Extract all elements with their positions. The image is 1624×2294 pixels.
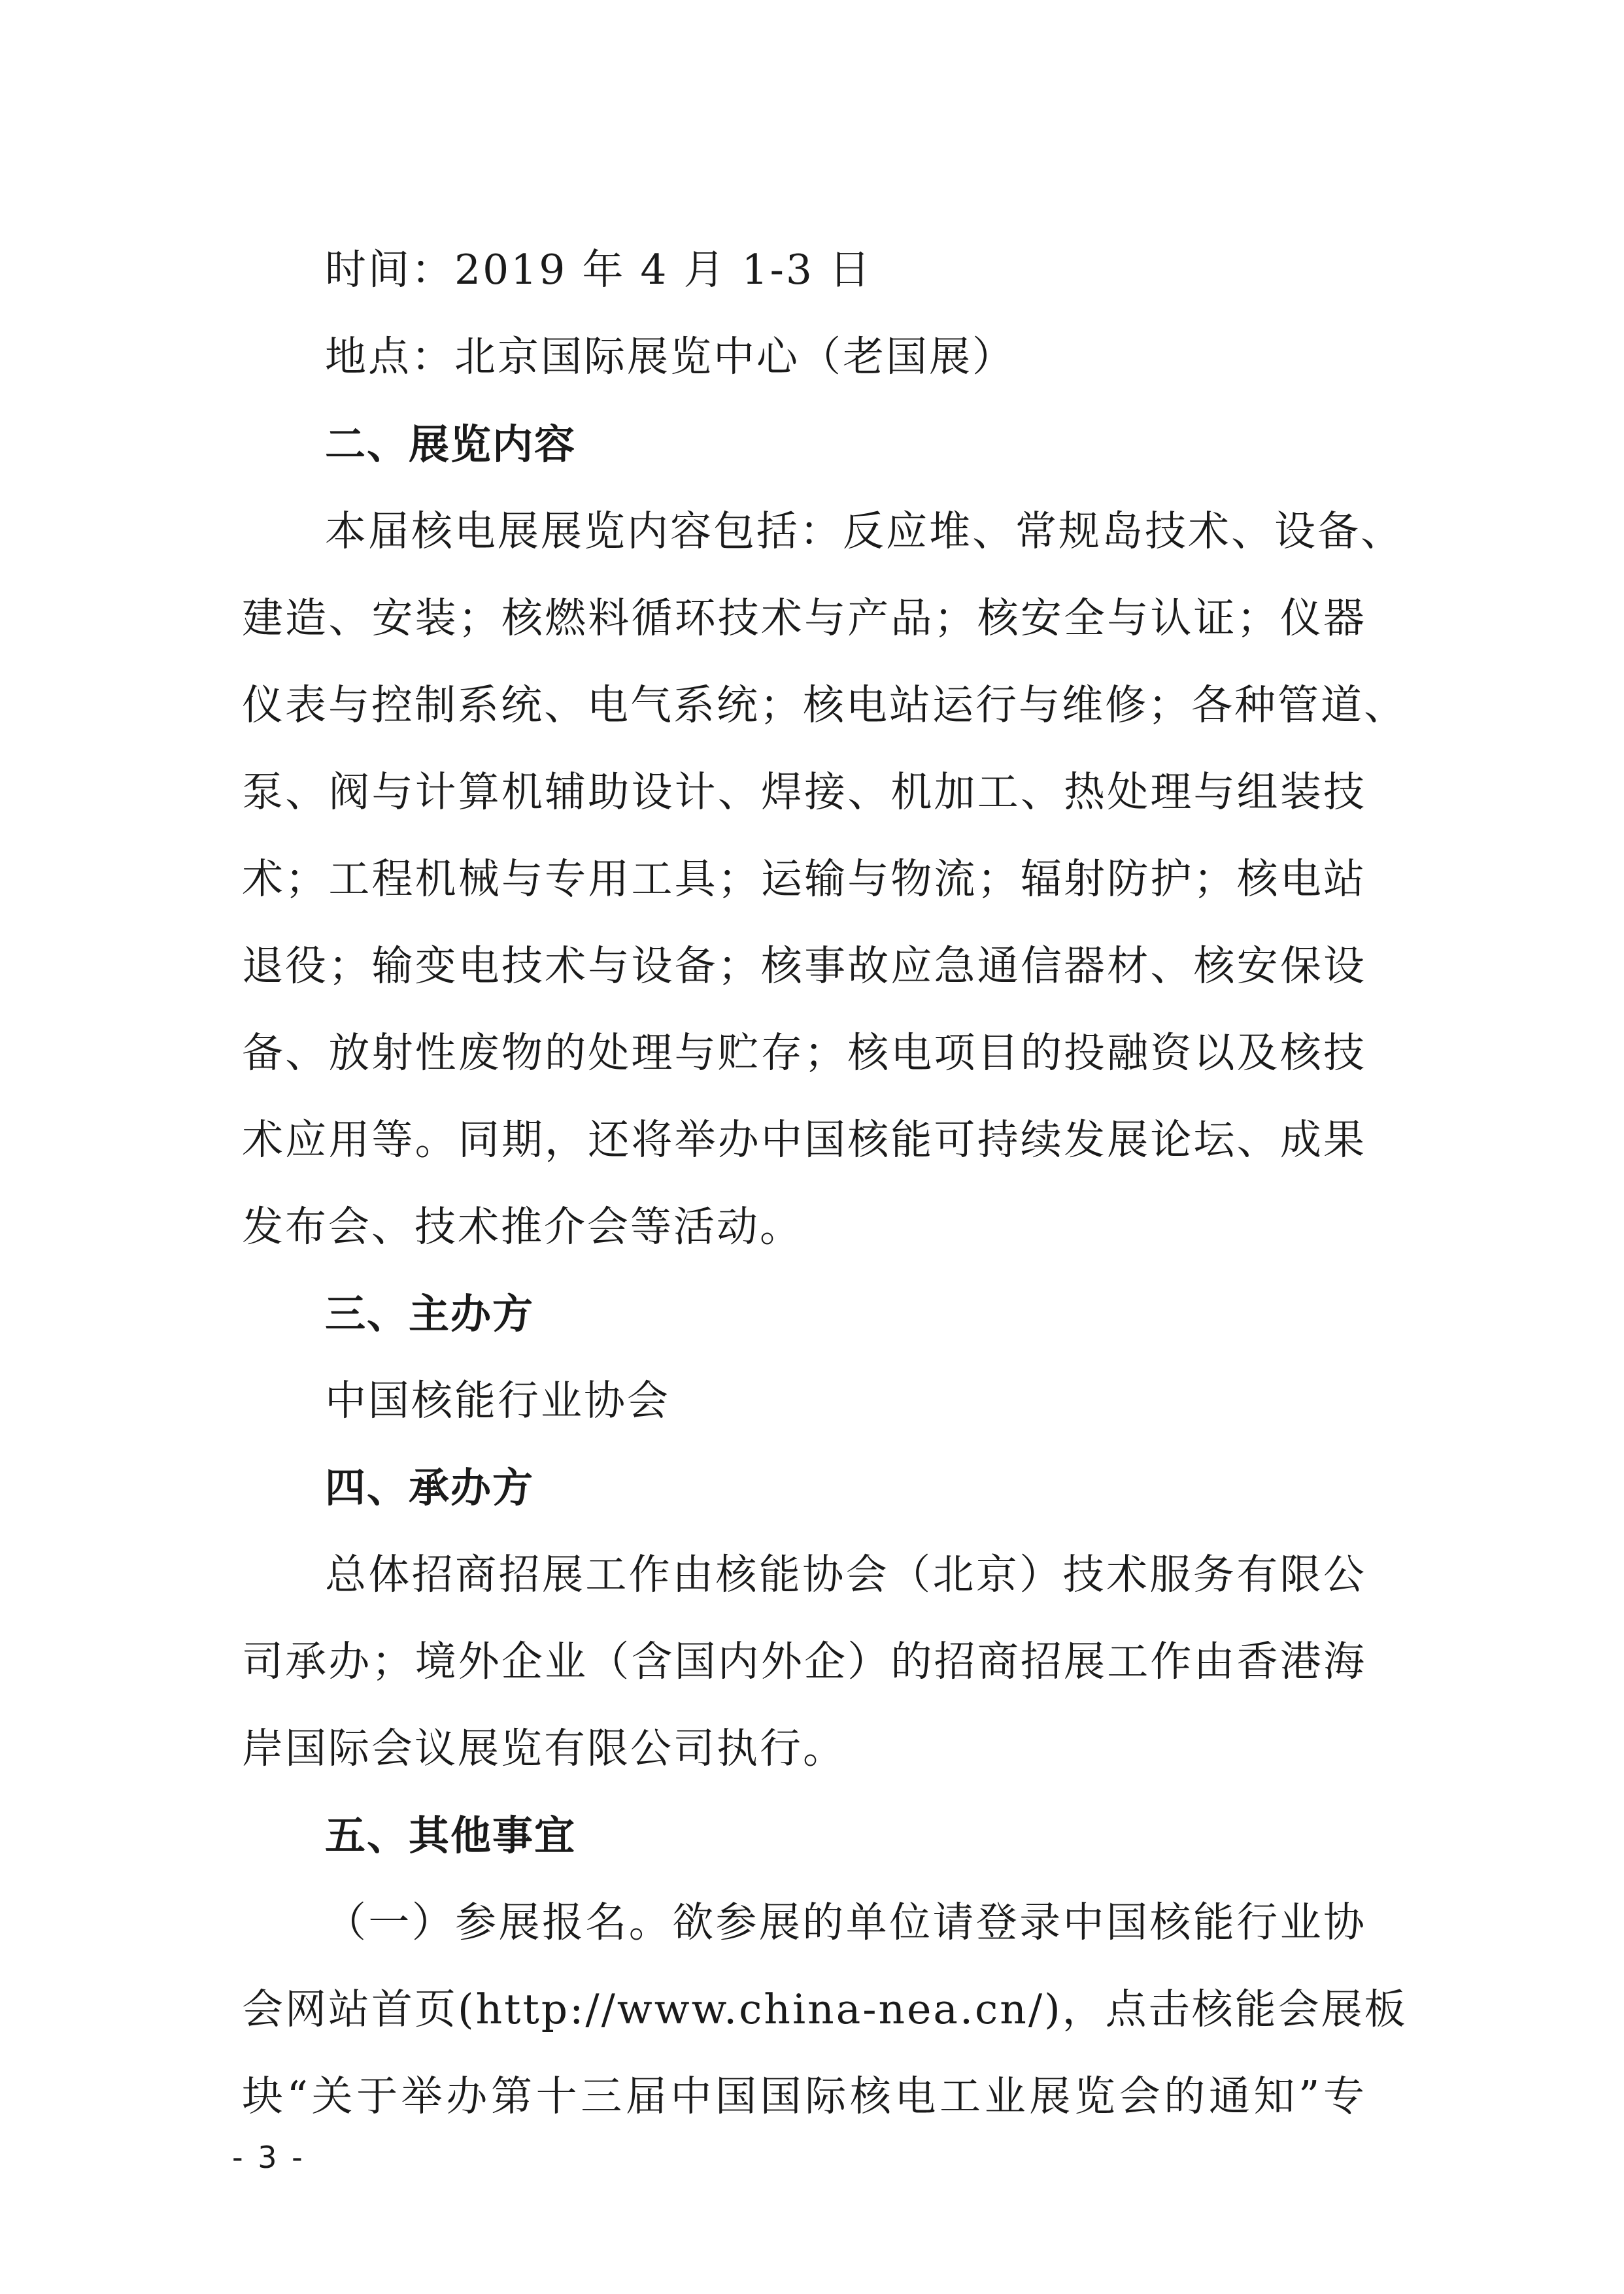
paragraph-line: 建造、安装；核燃料循环技术与产品；核安全与认证；仪器 [242, 594, 1366, 642]
exhibition-time: 时间：2019 年 4 月 1-3 日 [325, 246, 872, 294]
paragraph-line: 本届核电展展览内容包括：反应堆、常规岛技术、设备、 [325, 507, 1404, 555]
paragraph-line: 备、放射性废物的处理与贮存；核电项目的投融资以及核技 [242, 1029, 1366, 1077]
paragraph-line-with-url: 会网站首页(http://www.china-nea.cn/)，点击核能会展板 [242, 1985, 1408, 2033]
organizer-name: 中国核能行业协会 [325, 1377, 670, 1425]
paragraph-line: 总体招商招展工作由核能协会（北京）技术服务有限公 [325, 1551, 1366, 1598]
section-heading-other-matters: 五、其他事宜 [325, 1812, 577, 1859]
paragraph-line: 发布会、技术推介会等活动。 [242, 1203, 803, 1251]
section-heading-exhibition-content: 二、展览内容 [325, 420, 577, 468]
page-number: - 3 - [232, 2140, 305, 2175]
paragraph-line: （一）参展报名。欲参展的单位请登录中国核能行业协 [325, 1898, 1366, 1946]
exhibition-location: 地点：北京国际展览中心（老国展） [325, 333, 1015, 380]
section-heading-co-organizer: 四、承办方 [325, 1464, 535, 1511]
paragraph-line: 泵、阀与计算机辅助设计、焊接、机加工、热处理与组装技 [242, 768, 1366, 816]
paragraph-line: 术；工程机械与专用工具；运输与物流；辐射防护；核电站 [242, 855, 1366, 903]
paragraph-line: 仪表与控制系统、电气系统；核电站运行与维修；各种管道、 [242, 681, 1407, 729]
paragraph-line: 岸国际会议展览有限公司执行。 [242, 1725, 846, 1772]
paragraph-line: 司承办；境外企业（含国内外企）的招商招展工作由香港海 [242, 1638, 1366, 1685]
paragraph-line: 术应用等。同期，还将举办中国核能可持续发展论坛、成果 [242, 1116, 1366, 1164]
paragraph-line: 退役；输变电技术与设备；核事故应急通信器材、核安保设 [242, 942, 1366, 990]
paragraph-line: 块“关于举办第十三届中国国际核电工业展览会的通知”专 [242, 2072, 1366, 2120]
section-heading-organizer: 三、主办方 [325, 1290, 535, 1338]
